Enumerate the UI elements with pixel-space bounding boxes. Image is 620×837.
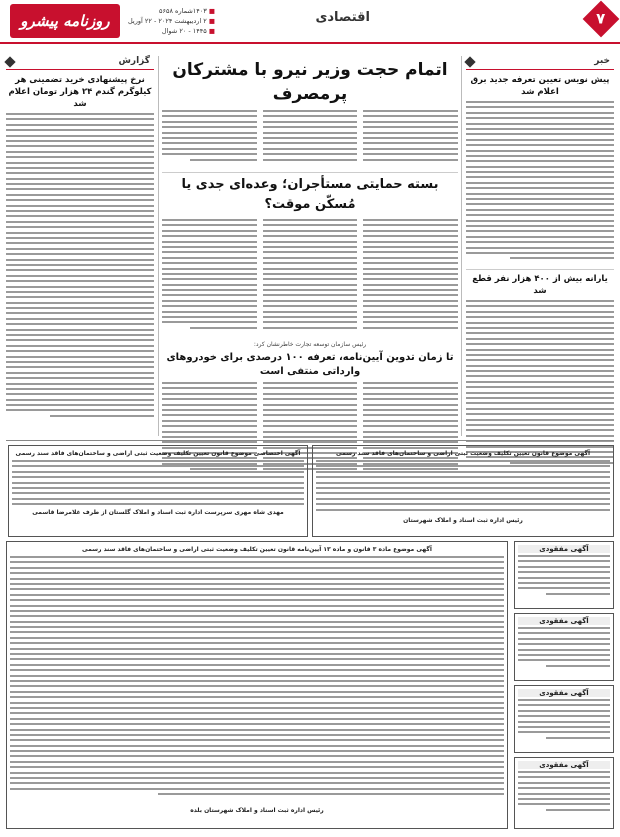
- story-body: [466, 101, 614, 266]
- lost-item-ad: [514, 541, 614, 609]
- notice-title: آگهی موضوع ماده ۳ قانون و ماده ۱۳ آیین‌نامه قانون تعیین تکلیف وضعیت ثبتی اراضی و ساختمان‌های فاقد سند رسمی: [82, 546, 432, 553]
- page-number: ۷: [583, 1, 620, 38]
- main-headline: اتمام حجت وزیر نیرو با مشترکان پرمصرف: [172, 60, 448, 104]
- issue-line: ■ ۲ اردیبهشت ۲۰۲۴ - ۲۲ آوریل: [128, 16, 215, 26]
- issue-info: [128, 6, 215, 36]
- page-header: [0, 0, 620, 44]
- notice-signature: رئیس اداره ثبت اسناد و املاک شهرستان بلده: [190, 807, 324, 814]
- lost-item-ad: [514, 613, 614, 681]
- legal-notice: [6, 541, 508, 829]
- newspaper-logo: روزنامه پیشرو: [10, 4, 120, 38]
- second-headline: بسته حمایتی مستأجران؛ وعده‌ای جدی یا مُسکّن موقت؟: [162, 172, 458, 215]
- notice-title: آگهی موضوع قانون تعیین تکلیف وضعیت ثبتی اراضی و ساختمان‌های فاقد سند رسمی: [336, 450, 590, 457]
- story-body: [6, 113, 154, 423]
- issue-line: ■ ۱۴۰۳شماره ۵۶۵۸: [128, 6, 215, 16]
- notice-signature: رئیس اداره ثبت اسناد و املاک شهرستان: [403, 517, 523, 524]
- third-headline: تا زمان تدوین آیین‌نامه، تعرفه ۱۰۰ درصدی برای خودروهای وارداتی منتفی است: [166, 352, 454, 377]
- story-body: [162, 219, 458, 337]
- headline-kicker: رئیس سازمان توسعه تجارت خاطرنشان کرد:: [253, 341, 367, 348]
- ad-title: آگهی مفقودی: [518, 617, 610, 625]
- legal-notice: [8, 445, 308, 537]
- notice-signature: مهدی شاه مهری سرپرست اداره ثبت اسناد و املاک گلستان از طرف غلامرضا قاسمی: [32, 509, 284, 516]
- lost-item-ad: [514, 757, 614, 829]
- lost-item-ad: [514, 685, 614, 753]
- ad-title: آگهی مفقودی: [518, 545, 610, 553]
- story-body: [162, 110, 458, 168]
- story-headline: نرخ پیشنهادی خرید تضمینی هر کیلوگرم گندم ۲۴ هزار تومان اعلام شد: [8, 75, 152, 109]
- issue-line: ■ ۱۴۴۵ - ۲۰ شوال: [128, 26, 215, 36]
- news-column: [466, 56, 614, 436]
- story-headline: پیش نویس تعیین تعرفه جدید برق اعلام شد: [470, 75, 610, 97]
- column-tag: گزارش: [6, 56, 154, 70]
- report-column: [6, 56, 154, 436]
- notices-section: [6, 440, 614, 832]
- legal-notice: [312, 445, 614, 537]
- section-title: اقتصادی: [315, 10, 370, 25]
- column-tag: خبر: [466, 56, 614, 70]
- story-headline: یارانه بیش از ۴۰۰ هزار نفر قطع شد: [466, 269, 614, 297]
- main-stories: [162, 56, 458, 416]
- ad-title: آگهی مفقودی: [518, 689, 610, 697]
- ad-title: آگهی مفقودی: [518, 761, 610, 769]
- notice-title: آگهی اختصاصی موضوع قانون تعیین تکلیف وضعیت ثبتی اراضی و ساختمان‌های فاقد سند رسمی: [15, 450, 301, 457]
